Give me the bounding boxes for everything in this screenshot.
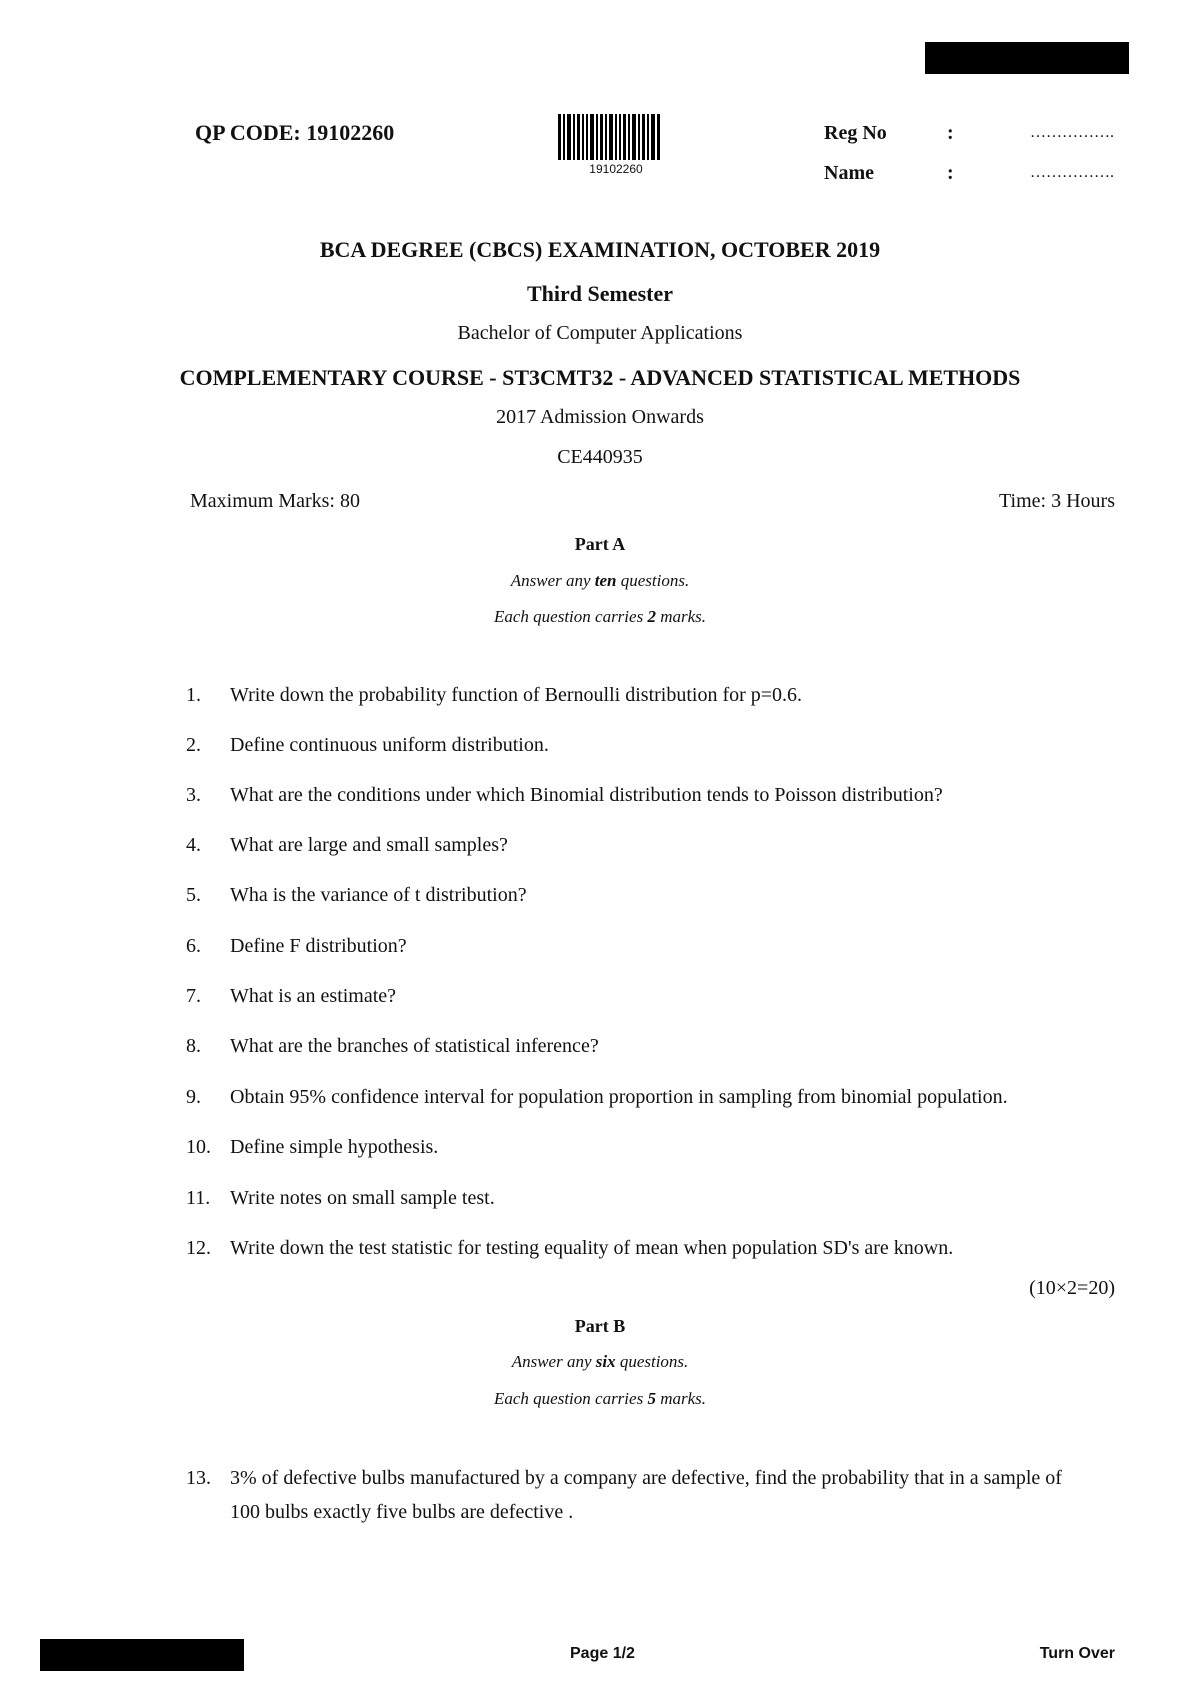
barcode-number: 19102260	[589, 162, 643, 176]
name-colon: :	[947, 162, 954, 184]
question-text: Define simple hypothesis.	[230, 1136, 439, 1158]
page-number: Page 1/2	[570, 1645, 635, 1662]
part-b-carry-pre: Each question carries	[493, 1389, 648, 1408]
part-a-heading: Part A	[574, 534, 626, 554]
exam-title: BCA DEGREE (CBCS) EXAMINATION, OCTOBER 2019	[319, 237, 881, 262]
part-a-instr-post: questions.	[616, 571, 690, 590]
redacted-block-top	[925, 42, 1129, 74]
question-text: 3% of defective bulbs manufactured by a company are defective, find the probability that in a sample of 100 bulbs exactly five bulbs are defective .	[230, 1467, 1062, 1523]
part-a-carry-marks: 2	[647, 607, 656, 626]
program: Bachelor of Computer Applications	[457, 322, 743, 344]
barcode	[558, 114, 674, 176]
redacted-block-bottom	[40, 1639, 244, 1671]
question-text: Write down the test statistic for testing equality of mean when population SD's are known.	[230, 1237, 954, 1259]
question-text: What is an estimate?	[230, 985, 397, 1007]
part-a-instr-count: ten	[594, 571, 617, 590]
question-number: 11.	[186, 1187, 211, 1209]
turn-over: Turn Over	[1039, 1645, 1115, 1662]
qp-code: QP CODE: 19102260	[195, 120, 395, 145]
question-number: 10.	[186, 1136, 211, 1158]
question-number: 5.	[186, 884, 201, 906]
question-text: Write notes on small sample test.	[230, 1187, 495, 1209]
part-b-instr-count: six	[595, 1352, 616, 1371]
question-number: 12.	[186, 1237, 211, 1259]
question-text: Obtain 95% confidence interval for population proportion in sampling from binomial population.	[230, 1086, 1008, 1108]
part-a-carry-pre: Each question carries	[493, 607, 648, 626]
name-field[interactable]: …………….	[1030, 164, 1114, 181]
reg-no-colon: :	[947, 122, 954, 144]
part-a-carry	[0, 607, 1200, 627]
part-a-instr-pre: Answer any	[510, 571, 595, 590]
part-a-marks: (10×2=20)	[1029, 1277, 1115, 1299]
question-number: 3.	[186, 784, 201, 806]
part-b-carry	[0, 1389, 1200, 1409]
question-text: Wha is the variance of t distribution?	[230, 884, 527, 906]
question-text: What are the conditions under which Binomial distribution tends to Poisson distribution?	[230, 784, 943, 806]
barcode-bars	[558, 114, 674, 160]
question-number: 8.	[186, 1035, 201, 1057]
part-b-carry-post: marks.	[655, 1389, 706, 1408]
question-text: Define F distribution?	[230, 935, 407, 957]
question-number: 6.	[186, 935, 201, 957]
part-a-instruction	[0, 571, 1200, 591]
question-text: What are large and small samples?	[230, 834, 508, 856]
question-number: 1.	[186, 684, 201, 706]
part-b-instr-pre: Answer any	[511, 1352, 596, 1371]
paper-code: CE440935	[557, 446, 643, 468]
reg-no-label: Reg No	[824, 122, 887, 144]
question-number: 9.	[186, 1086, 201, 1108]
semester: Third Semester	[526, 281, 674, 306]
part-b-instr-post: questions.	[615, 1352, 689, 1371]
question-text: Define continuous uniform distribution.	[230, 734, 549, 756]
part-b-carry-marks: 5	[647, 1389, 656, 1408]
part-b-heading: Part B	[574, 1316, 626, 1336]
name-label: Name	[824, 162, 874, 184]
admission: 2017 Admission Onwards	[496, 406, 704, 428]
question-number: 13.	[186, 1467, 211, 1489]
part-b-instruction	[0, 1352, 1200, 1372]
reg-no-field[interactable]: …………….	[1030, 124, 1114, 141]
question-number: 2.	[186, 734, 201, 756]
course-title: COMPLEMENTARY COURSE - ST3CMT32 - ADVANCED STATISTICAL METHODS	[179, 365, 1021, 390]
question-number: 7.	[186, 985, 201, 1007]
question-text: What are the branches of statistical inference?	[230, 1035, 599, 1057]
time: Time: 3 Hours	[999, 490, 1115, 512]
question-number: 4.	[186, 834, 201, 856]
question-text: Write down the probability function of Bernoulli distribution for p=0.6.	[230, 684, 803, 706]
max-marks: Maximum Marks: 80	[190, 490, 360, 512]
part-a-carry-post: marks.	[655, 607, 706, 626]
